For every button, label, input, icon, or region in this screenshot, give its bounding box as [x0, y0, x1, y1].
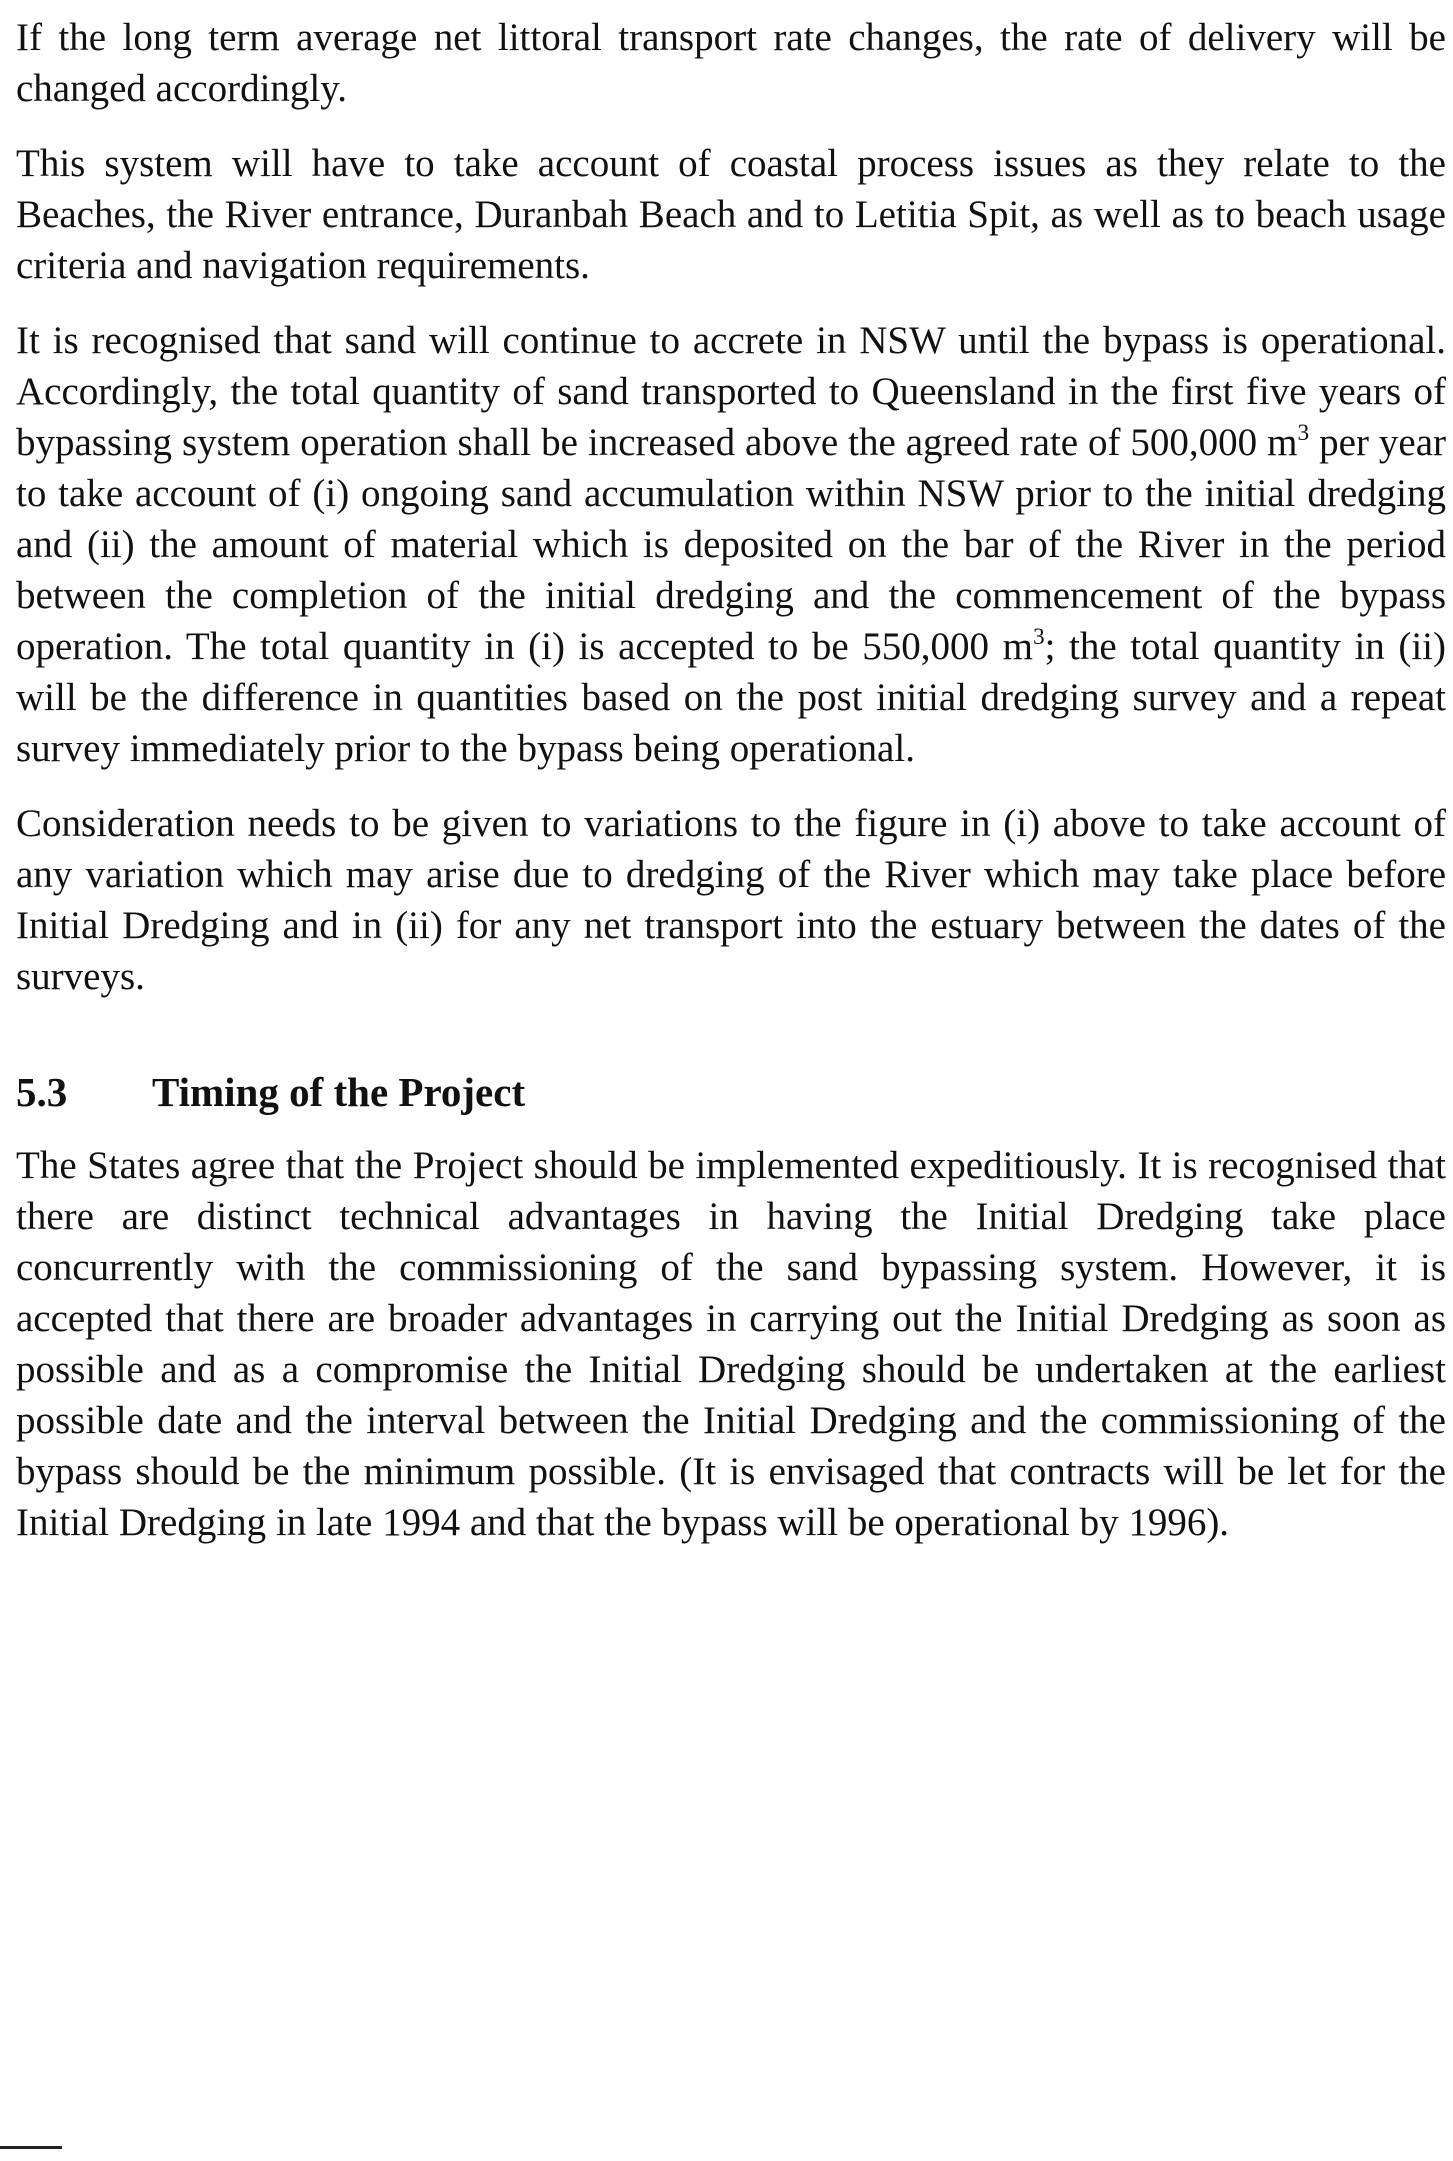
section-number: 5.3: [16, 1069, 68, 1115]
paragraph-variations: Consideration needs to be given to variations to the figure in (i) above to take account of any variation which may arise due to dredging of the River which may take place before Initial Dredging and in (ii) for any net transport into the estuary between the dates of the surveys.: [16, 802, 1446, 998]
paragraph-coastal-process: This system will have to take account of coastal process issues as they relate to the Beaches, the River entrance, Duranbah Beach and to Letitia Spit, as well as to beach usage criteria and navigation requirements.: [16, 142, 1446, 287]
paragraph-transport-rate: If the long term average net littoral transport rate changes, the rate of delivery will be changed accordingly.: [16, 16, 1446, 110]
section-heading: [16, 1066, 1446, 1118]
section-title: Timing of the Project: [152, 1069, 526, 1115]
paragraph-sand-accretion-part-3: ; the total quantity in (ii) will be the difference in quantities based on the post initial dredging survey and a repeat survey immediately prior to the bypass being operational.: [16, 625, 1446, 770]
paragraph-project-timing: The States agree that the Project should be implemented expeditiously. It is recognised that there are distinct technical advantages in having the Initial Dredging take place concurrently with the commissioning of the sand bypassing system. However, it is accepted that there are broader advantages in carrying out the Initial Dredging as soon as possible and as a compromise the Initial Dredging should be undertaken at the earliest possible date and the interval between the Initial Dredging and the commissioning of the bypass should be the minimum possible. (It is envisaged that contracts will be let for the Initial Dredging in late 1994 and that the bypass will be operational by 1996).: [16, 1144, 1446, 1544]
paragraph-sand-accretion-part-1: It is recognised that sand will continue to accrete in NSW until the bypass is operational. Accordingly, the total quantity of sand transported to Queensland in the first five years of bypassing system operation shall be increased above the agreed rate of 500,000 m: [16, 319, 1446, 464]
paragraph-sand-accretion: [16, 315, 1446, 774]
document-body: [16, 12, 1446, 1572]
footer-rule: [0, 2146, 62, 2155]
paragraph-sand-accretion-part-2: per year to take account of (i) ongoing sand accumulation within NSW prior to the initial dredging and (ii) the amount of material which is deposited on the bar of the River in the period between the completion of the initial dredging and the commencement of the bypass operation. The total quantity in (i) is accepted to be 550,000 m: [16, 421, 1447, 668]
superscript-cubic-1: 3: [1297, 419, 1310, 446]
superscript-cubic-2: 3: [1032, 623, 1045, 650]
